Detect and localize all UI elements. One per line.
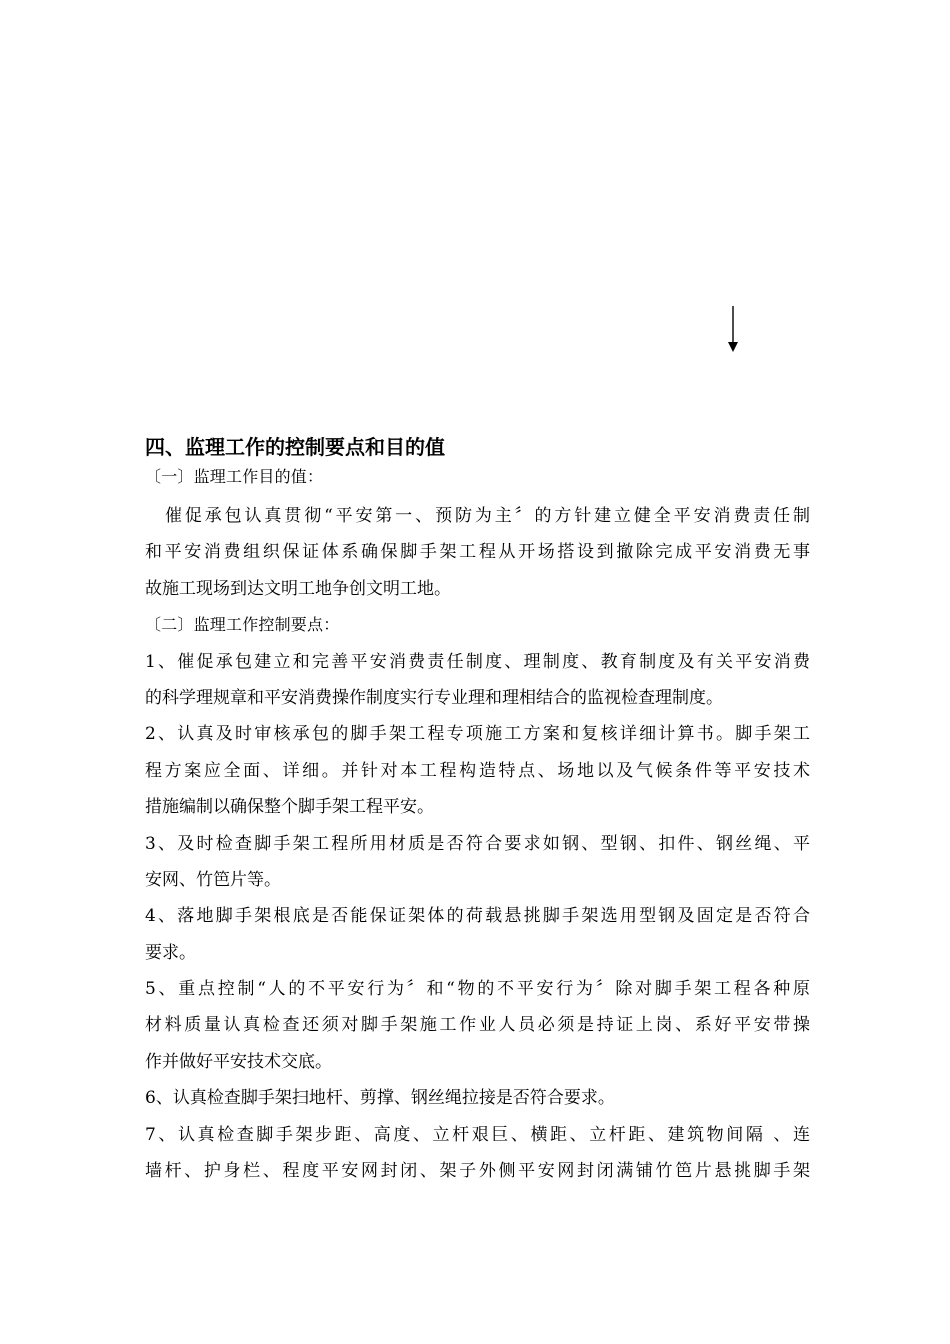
paragraph-line: 5、重点控制“人的不平安行为〞和“物的不平安行为〞除对脚手架工程各种原 bbox=[145, 979, 810, 1000]
paragraph-line: 程方案应全面、详细。并针对本工程构造特点、场地以及气候条件等平安技术 bbox=[145, 760, 810, 781]
control-point-1 bbox=[145, 644, 810, 717]
down-arrow-icon bbox=[726, 306, 740, 352]
paragraph-line: 7、认真检查脚手架步距、高度、立杆艰巨、横距、立杆距、建筑物间隔 、连 bbox=[145, 1124, 810, 1145]
control-point-5 bbox=[145, 971, 810, 1080]
paragraph-line: 墙杆、护身栏、程度平安网封闭、架子外侧平安网封闭满铺竹笆片悬挑脚手架 bbox=[145, 1161, 810, 1182]
control-point-7 bbox=[145, 1117, 810, 1190]
paragraph-line: 故施工现场到达文明工地争创文明工地。 bbox=[145, 578, 451, 599]
paragraph-line: 2、认真及时审核承包的脚手架工程专项施工方案和复核详细计算书。脚手架工 bbox=[145, 724, 810, 745]
control-point-6 bbox=[145, 1080, 810, 1116]
paragraph-line: 材料质量认真检查还须对脚手架施工作业人员必须是持证上岗、系好平安带操 bbox=[145, 1015, 810, 1036]
control-point-4 bbox=[145, 898, 810, 971]
paragraph-line: 1、催促承包建立和完善平安消费责任制度、理制度、教育制度及有关平安消费 bbox=[145, 651, 810, 672]
paragraph-line: 6、认真检查脚手架扫地杆、剪撑、钢丝绳拉接是否符合要求。 bbox=[145, 1088, 615, 1109]
paragraph-line: 安网、竹笆片等。 bbox=[145, 869, 281, 890]
section-heading: 四、监理工作的控制要点和目的值 bbox=[145, 435, 445, 459]
document-body bbox=[145, 430, 810, 1189]
subsection-title-control-points: 〔二〕监理工作控制要点： bbox=[145, 615, 340, 635]
paragraph-line: 和平安消费组织保证体系确保脚手架工程从开场搭设到撤除完成平安消费无事 bbox=[145, 542, 810, 563]
paragraph-line: 4、落地脚手架根底是否能保证架体的荷载悬挑脚手架选用型钢及固定是否符合 bbox=[145, 906, 810, 927]
paragraph-line: 的科学理规章和平安消费操作制度实行专业理和理相结合的监视检查理制度。 bbox=[145, 687, 723, 708]
paragraph-line: 催促承包认真贯彻“平安第一、预防为主〞的方针建立健全平安消费责任制 bbox=[165, 506, 810, 526]
paragraph-line: 3、及时检查脚手架工程所用材质是否符合要求如钢、型钢、扣件、钢丝绳、平 bbox=[145, 833, 810, 854]
objective-paragraph bbox=[145, 498, 810, 607]
paragraph-line: 作并做好平安技术交底。 bbox=[145, 1051, 332, 1072]
paragraph-line: 措施编制以确保整个脚手架工程平安。 bbox=[145, 797, 434, 818]
control-point-2 bbox=[145, 716, 810, 825]
paragraph-line: 要求。 bbox=[145, 942, 196, 963]
control-point-3 bbox=[145, 826, 810, 899]
subsection-title-objective: 〔一〕监理工作目的值： bbox=[145, 467, 324, 486]
